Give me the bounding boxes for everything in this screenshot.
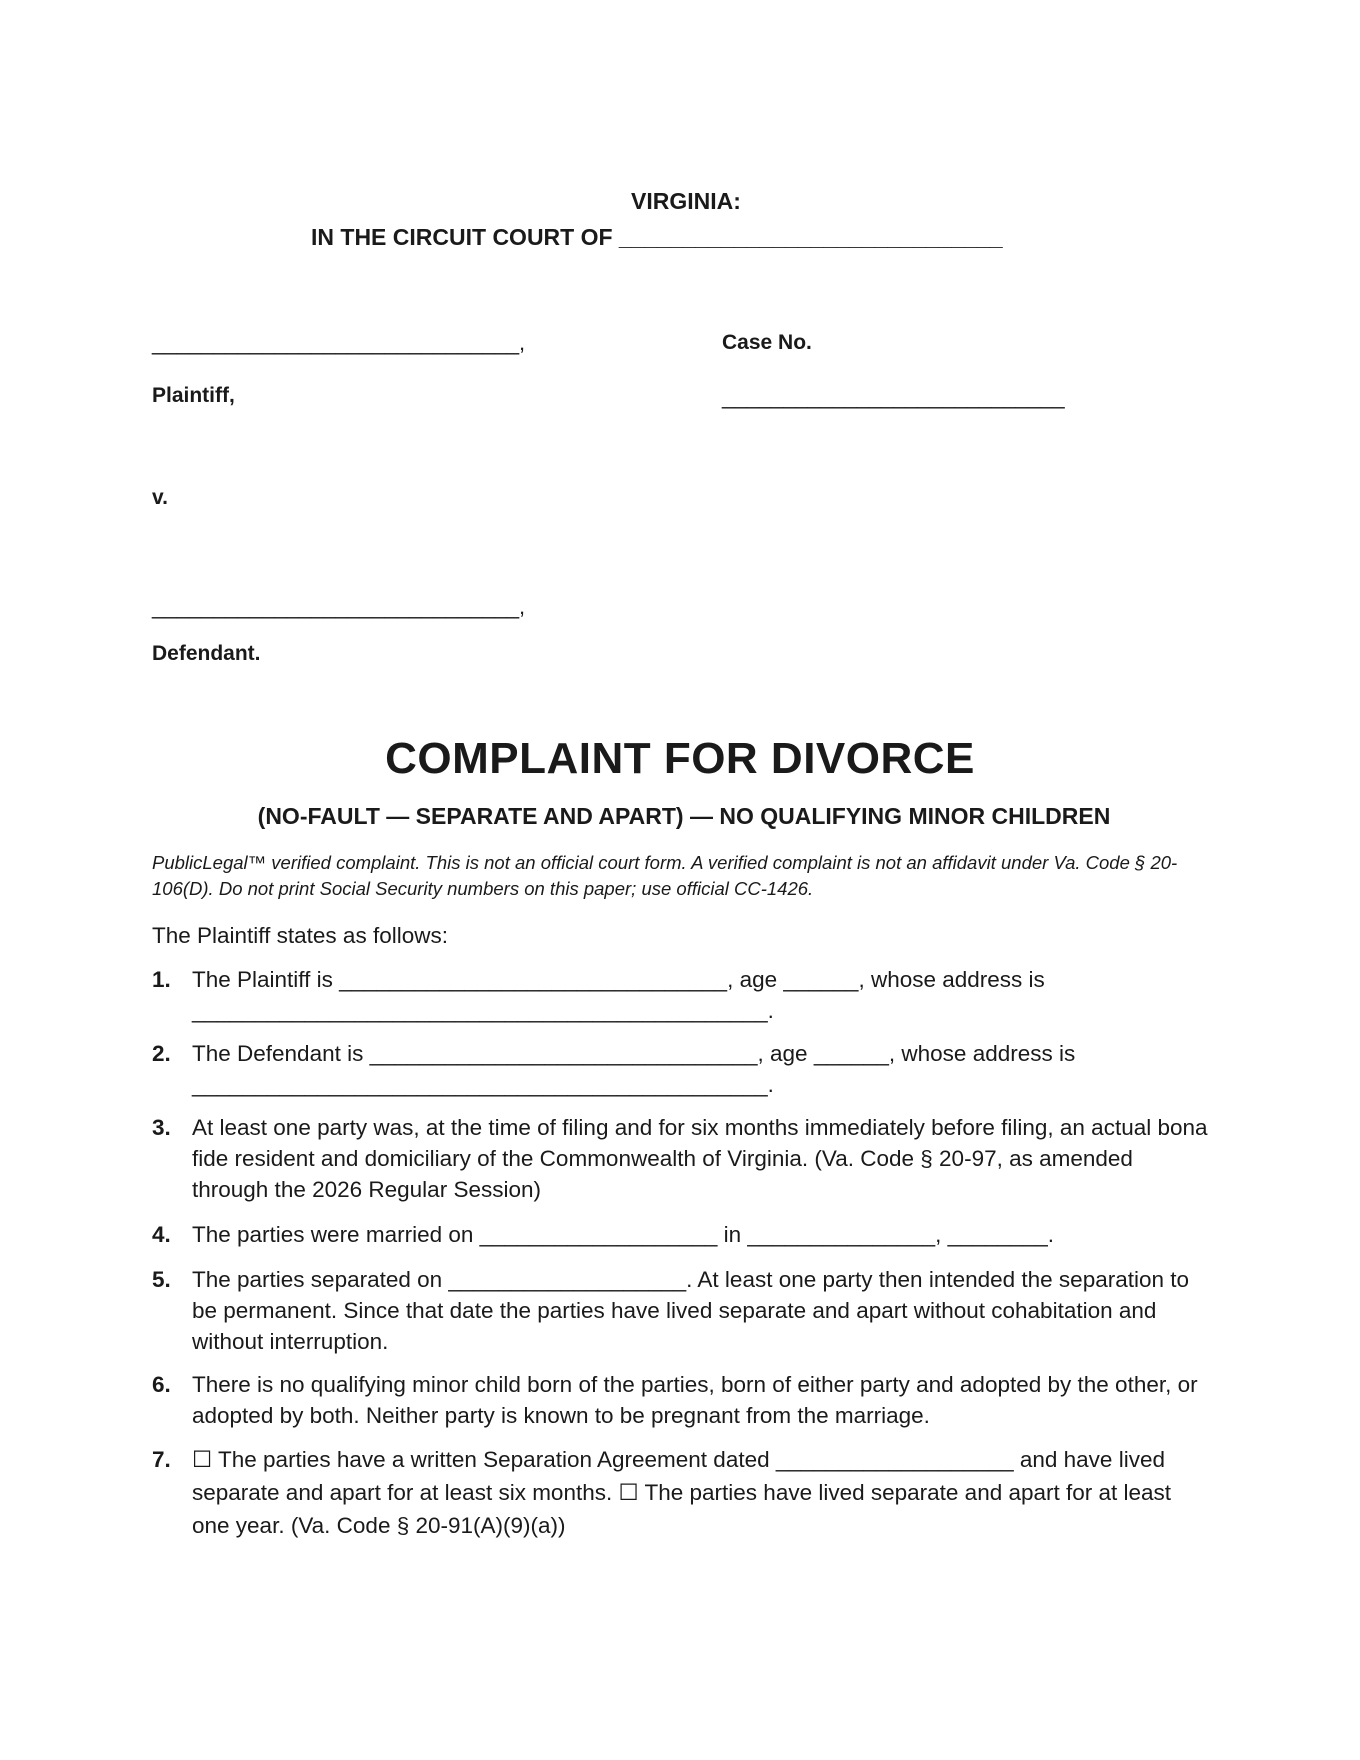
versus-label: v. — [152, 486, 168, 509]
document-subtitle: (NO-FAULT — SEPARATE AND APART) — NO QUALIFYING MINOR CHILDREN — [257, 803, 1111, 829]
paragraph-number: 3. — [152, 1115, 171, 1140]
paragraph-6 — [152, 1369, 1212, 1431]
intro-statement: The Plaintiff states as follows: — [152, 923, 448, 948]
paragraph-number: 5. — [152, 1267, 171, 1292]
case-number-label: Case No. — [722, 331, 812, 354]
paragraph-text: The parties were married on ___________________ in _______________, ________. — [192, 1222, 1054, 1247]
paragraph-4 — [152, 1219, 1212, 1250]
document-title: COMPLAINT FOR DIVORCE — [385, 734, 975, 783]
defendant-label: Defendant. — [152, 642, 261, 665]
paragraph-text: The parties separated on ___________________. At least one party then intended the separation to be permanent. Since that date the parties have lived separate and apart without cohabitation and without interruption. — [192, 1267, 1190, 1354]
paragraph-number: 4. — [152, 1222, 171, 1247]
plaintiff-label: Plaintiff, — [152, 384, 235, 407]
court-heading: IN THE CIRCUIT COURT OF ______________________________ — [311, 224, 1003, 250]
paragraph-1 — [152, 964, 1212, 1026]
paragraph-text: At least one party was, at the time of filing and for six months immediately before filing, an actual bona fide resident and domiciliary of the Commonwealth of Virginia. (Va. Code § 20-97, as amended through the 2026 Regular Session) — [192, 1115, 1208, 1202]
case-number-line: ____________________________ — [722, 384, 1065, 409]
paragraph-number: 6. — [152, 1372, 171, 1397]
paragraph-5 — [152, 1264, 1212, 1357]
disclaimer-note: PublicLegal™ verified complaint. This is not an official court form. A verified complaint is not an affidavit under Va. Code § 20-106(D). Do not print Social Security numbers on this paper; use official CC-1426. — [152, 852, 1178, 899]
plaintiff-name-line: ______________________________, — [152, 330, 526, 355]
paragraph-text: ☐ The parties have a written Separation Agreement dated ___________________ and have lived separate and apart for at least six months. ☐ The parties have lived separate and apart for at least one year. (Va. Code § 20-91(A)(9)(a)) — [192, 1447, 1172, 1538]
defendant-name-line: ______________________________, — [152, 594, 526, 619]
paragraph-2 — [152, 1038, 1212, 1100]
paragraph-3 — [152, 1112, 1212, 1205]
paragraph-7 — [152, 1443, 1212, 1542]
paragraph-text: There is no qualifying minor child born of the parties, born of either party and adopted by the other, or adopted by both. Neither party is known to be pregnant from the marriage. — [192, 1372, 1198, 1428]
paragraph-text: The Defendant is _______________________________, age ______, whose address is ______________________________________________. — [192, 1041, 1076, 1097]
state-heading: VIRGINIA: — [631, 188, 741, 214]
paragraph-text: The Plaintiff is _______________________________, age ______, whose address is ______________________________________________. — [192, 967, 1045, 1023]
paragraph-number: 7. — [152, 1447, 171, 1472]
paragraph-number: 2. — [152, 1041, 171, 1066]
paragraph-number: 1. — [152, 967, 171, 992]
